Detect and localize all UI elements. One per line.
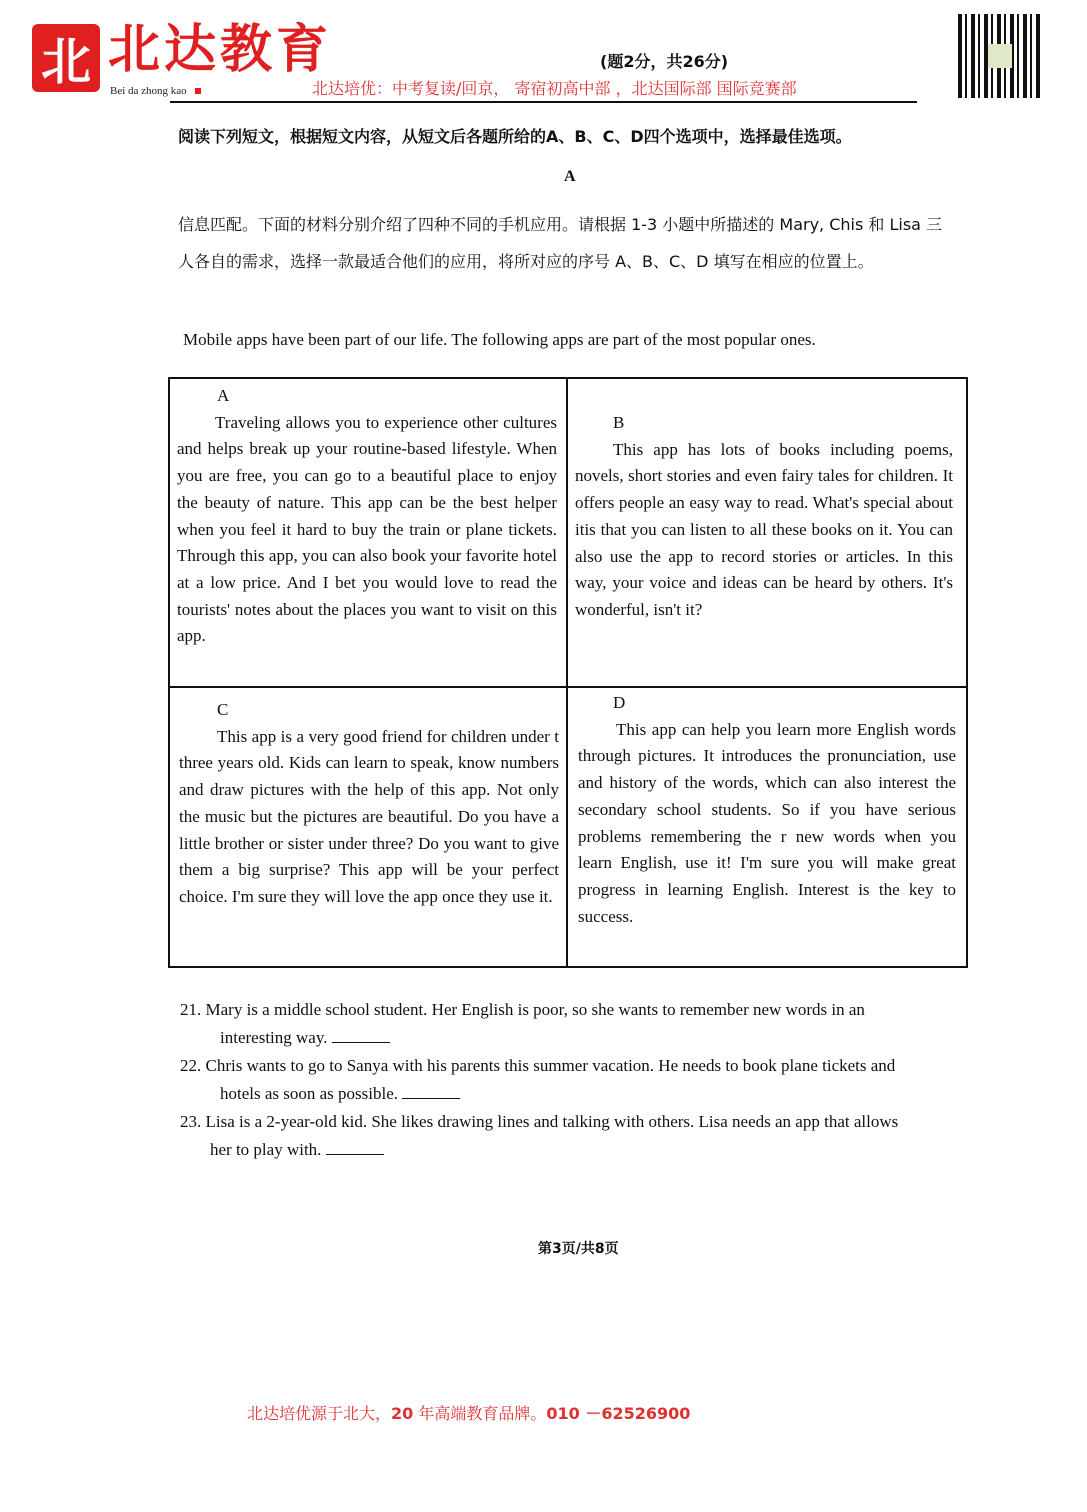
footer-text: 年高端教育品牌。 [413, 1404, 547, 1423]
section-label: A [564, 168, 576, 185]
app-label: C [217, 700, 229, 719]
app-cell-a [177, 383, 557, 650]
app-cell-b [575, 410, 953, 624]
app-label: D [613, 693, 626, 712]
app-label: B [613, 413, 625, 432]
header-promo: 北达培优：中考复读/回京， 寄宿初高中部 ，北达国际部 国际竞赛部 [312, 79, 797, 98]
footer-years: 20 [391, 1404, 414, 1423]
logo [30, 19, 333, 112]
logo-text: 北达教育 [108, 19, 333, 80]
page-indicator: 第3页/共8页 [538, 1241, 619, 1257]
question-text-cont: interesting way. [220, 1028, 328, 1047]
table-divider-vertical [566, 379, 568, 966]
footer-phone: 010 －62526900 [546, 1404, 691, 1423]
question-text-cont: her to play with. [210, 1140, 322, 1159]
logo-mark: 北 [32, 24, 100, 92]
logo-subtitle-text: Bei da zhong kao [110, 85, 187, 97]
qr-code-icon [958, 14, 1042, 98]
question-23 [180, 1108, 990, 1164]
logo-subtitle [110, 84, 201, 98]
answer-blank[interactable] [326, 1154, 384, 1155]
header-divider [170, 101, 917, 103]
app-description: This app is a very good friend for children under t three years old. Kids can learn to speak, know numbers and draw pictures with the help of this app. Not only the music but the pictures are beautiful. Do you have a little brother or sister under three? Do you want to give them a big surprise? This app will be your perfect choice. I'm sure they will love the app once they use it. [179, 726, 559, 906]
answer-blank[interactable] [402, 1098, 460, 1099]
question-text-cont: hotels as soon as possible. [220, 1084, 399, 1103]
question-text: 21. Mary is a middle school student. Her English is poor, so she wants to remember new words in an [180, 1000, 865, 1019]
footer-text: 北达培优源于北大， [247, 1404, 392, 1423]
answer-blank[interactable] [332, 1042, 390, 1043]
app-description: Traveling allows you to experience other cultures and helps break up your routine-based lifestyle. When you are free, you can go to a beautiful place to enjoy the beauty of nature. This app can be the best helper when you feel it hard to buy the train or plane tickets. Through this app, you can also book your favorite hotel at a low price. And I bet you would love to read the tourists' notes about the places you want to visit on this app. [177, 412, 557, 646]
logo-square-icon [195, 88, 201, 94]
app-cell-c [179, 697, 559, 911]
passage-intro: Mobile apps have been part of our life. The following apps are part of the most popular ones. [183, 330, 816, 349]
apps-table [168, 377, 968, 968]
table-divider-horizontal [170, 686, 966, 688]
questions-list [180, 996, 990, 1164]
question-22 [180, 1052, 990, 1108]
question-21 [180, 996, 990, 1052]
info-match-instructions: 信息匹配。下面的材料分别介绍了四种不同的手机应用。请根据 1-3 小题中所描述的 Mary, Chis 和 Lisa 三人各自的需求，选择一款最适合他们的应用，将所对应的序号 A、B、C、D 填写在相应的位置上。 [178, 215, 943, 271]
question-text: 23. Lisa is a 2-year-old kid. She likes drawing lines and talking with others. Lisa needs an app that allows [180, 1112, 899, 1131]
app-description: This app has lots of books including poems, novels, short stories and even fairy tales for children. It offers people an easy way to read. What's special about itis that you can listen to all these books on it. You can also use the app to record stories or articles. In this way, your voice and ideas can be heard by others. It's wonderful, isn't it? [575, 439, 953, 619]
footer-ad [247, 1401, 690, 1424]
app-description: This app can help you learn more English words through pictures. It introduces the pronunciation, use and history of the words, which can also interest the secondary school students. So if you have serious problems remembering the r new words when you learn English, use it! I'm sure you will make great progress in learning English. Interest is the key to success. [578, 719, 956, 926]
instructions: 阅读下列短文，根据短文内容，从短文后各题所给的A、B、C、D四个选项中，选择最佳选项。 [178, 127, 852, 146]
app-cell-d [578, 690, 956, 930]
question-text: 22. Chris wants to go to Sanya with his parents this summer vacation. He needs to book plane tickets and [180, 1056, 896, 1075]
score-note: (题2分，共26分) [600, 52, 729, 71]
app-label: A [217, 386, 230, 405]
